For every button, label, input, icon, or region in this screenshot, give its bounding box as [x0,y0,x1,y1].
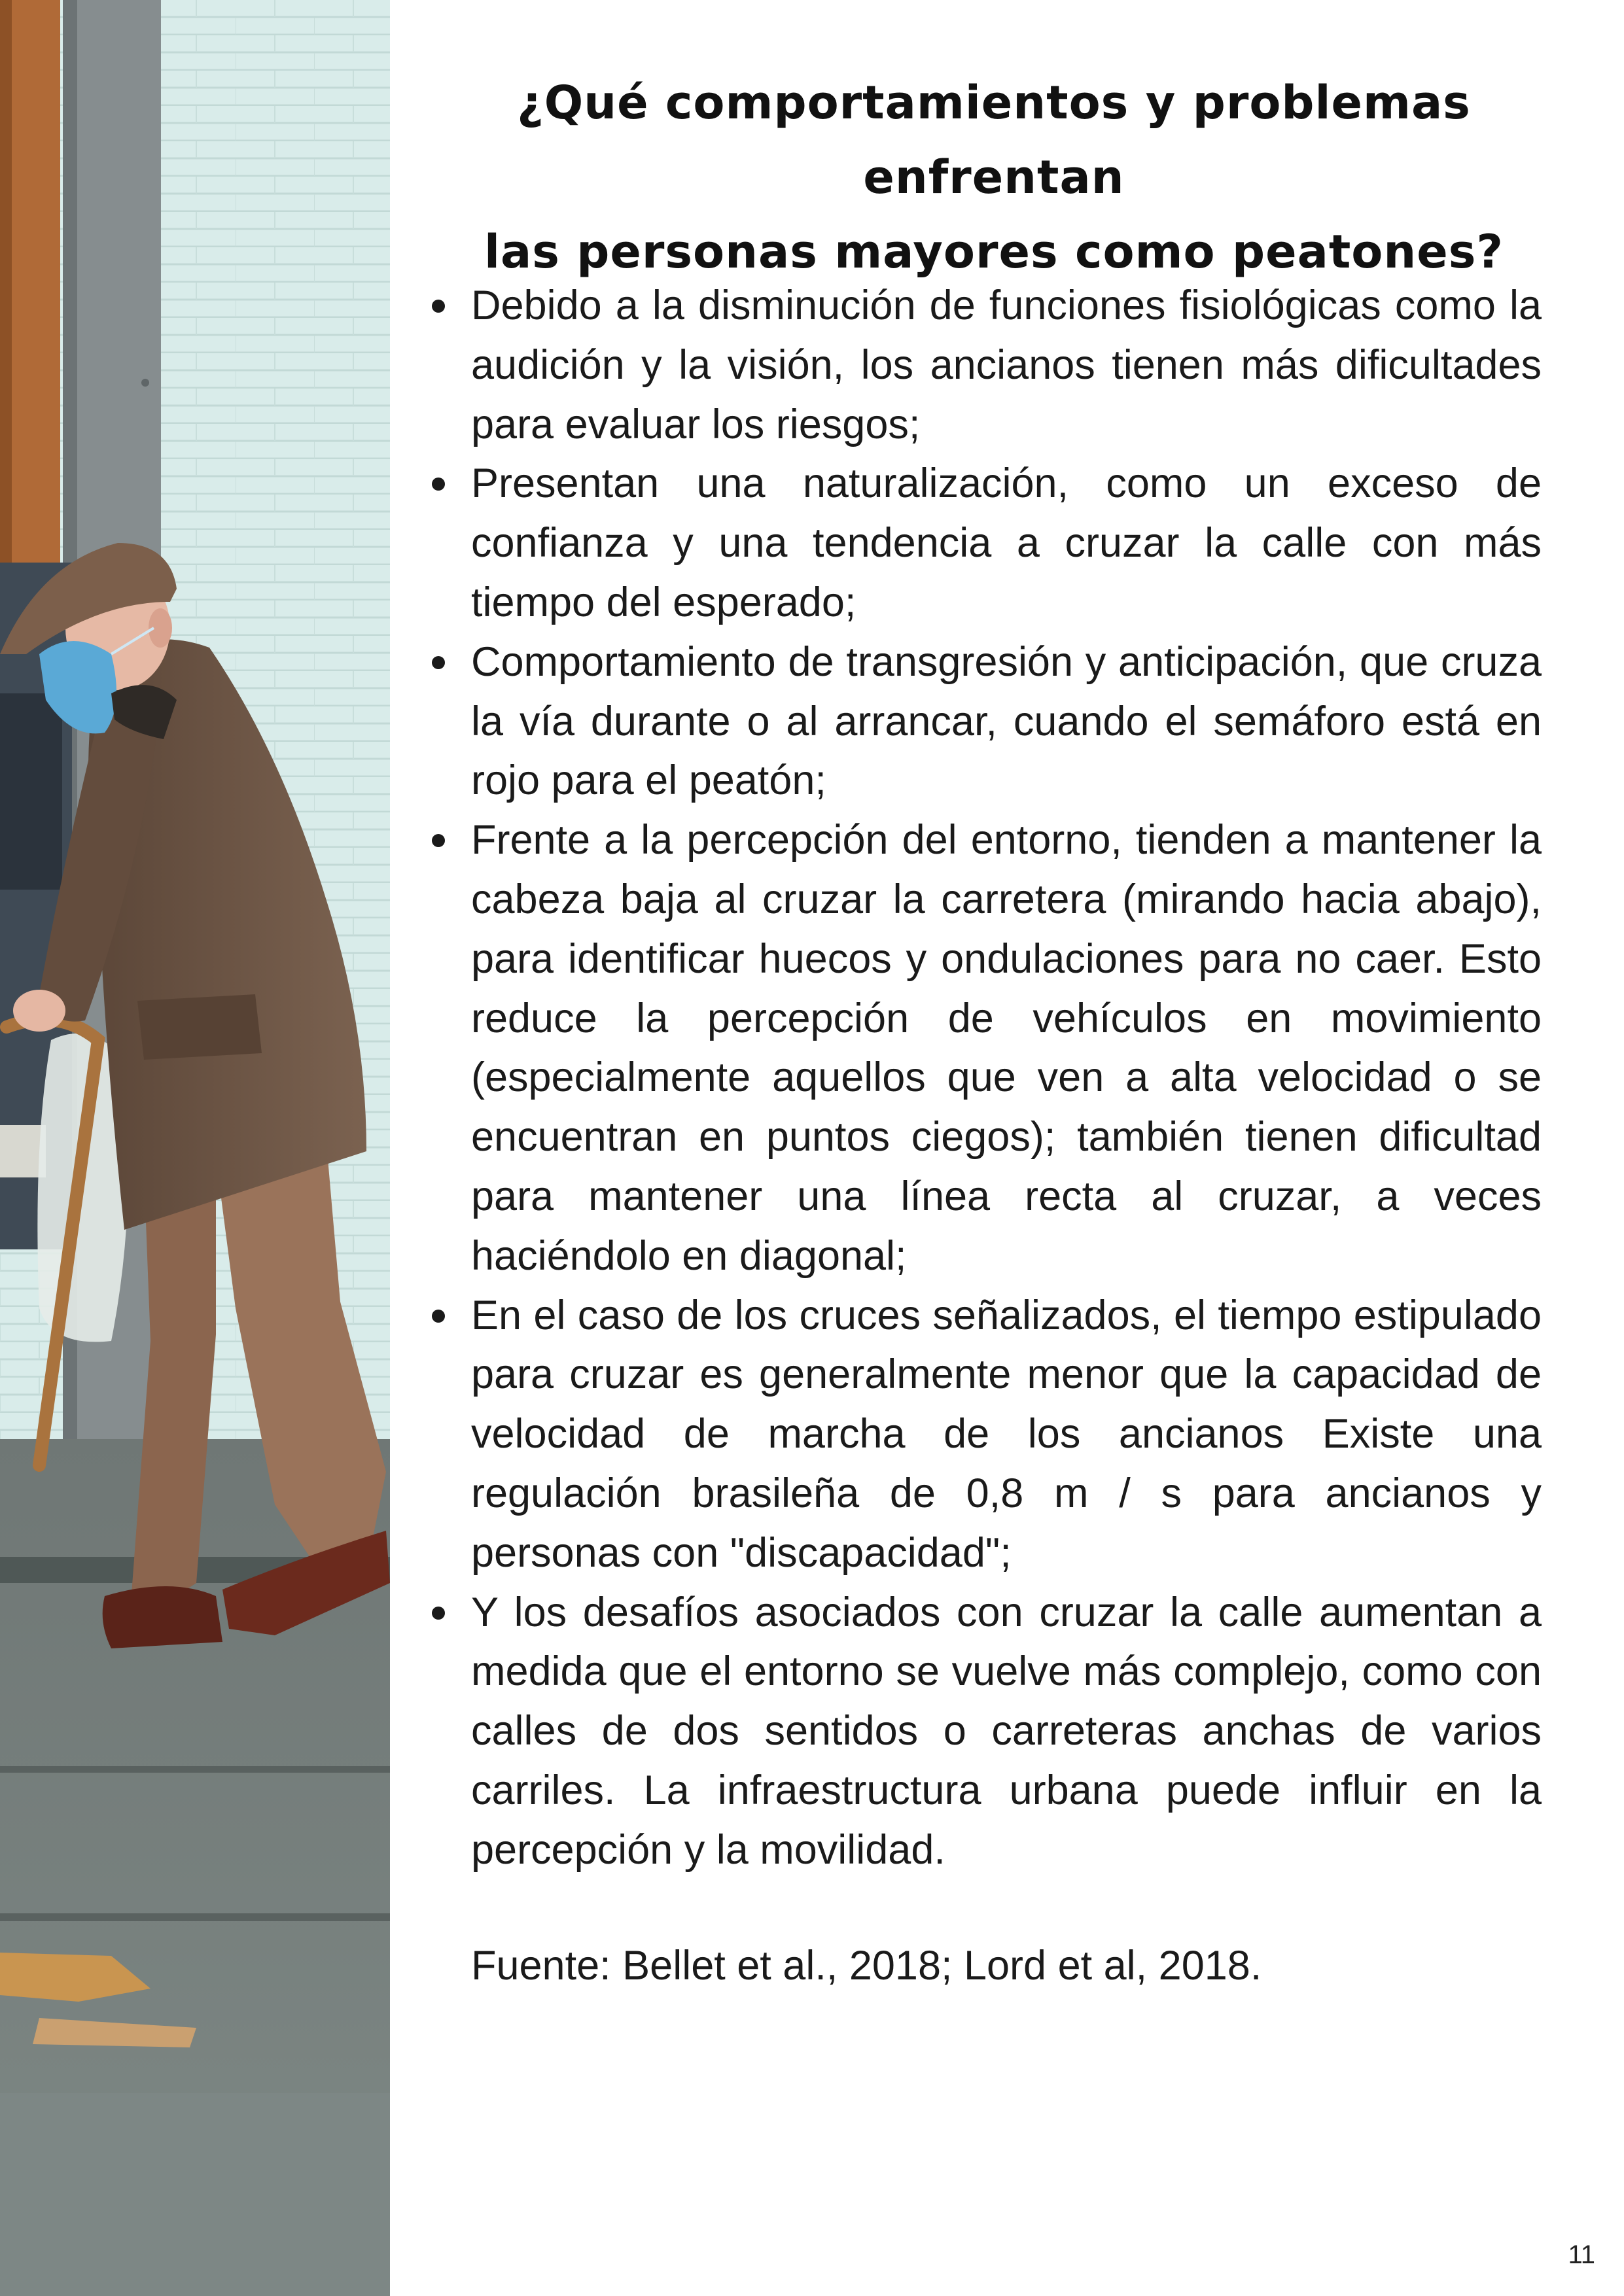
source-citation: Fuente: Bellet et al., 2018; Lord et al, 2018. [471,1943,1262,1989]
bullet-item [471,810,1542,1285]
bullet-text: Y los desafíos asociados con cruzar la calle aumentan a medida que el entorno se vuelve más complejo, como con calles de dos sentidos o carreteras anchas de varios carriles. La infraestructura urbana puede influir en la percepción y la movilidad. [471,1589,1542,1873]
text-column [390,0,1624,2296]
bullet-item [471,633,1542,810]
bullet-dot-icon [432,1607,445,1620]
page-number: 11 [1568,2240,1595,2269]
bullet-text: Debido a la disminución de funciones fisiológicas como la audición y la visión, los ancianos tienen más dificultades para evaluar los riesgos; [471,283,1542,447]
bullet-dot-icon [432,834,445,847]
bullet-text: Comportamiento de transgresión y anticipación, que cruza la vía durante o al arrancar, cuando el semáforo está en rojo para el peatón; [471,638,1542,804]
bullet-text: En el caso de los cruces señalizados, el tiempo estipulado para cruzar es generalmente menor que la capacidad de velocidad de marcha de los ancianos Existe una regulación brasileña de 0,8 m / s para ancianos y personas con "discapacidad"; [471,1292,1542,1576]
bullet-text: Presentan una naturalización, como un exceso de confianza y una tendencia a cruzar la calle con más tiempo del esperado; [471,461,1542,625]
bullet-item [471,1286,1542,1583]
bullet-dot-icon [432,300,445,313]
bullet-item [471,1583,1542,1880]
page-title [416,65,1572,289]
bullet-dot-icon [432,478,445,491]
bullet-dot-icon [432,1310,445,1323]
elderly-pedestrian-photo [0,0,390,2296]
bullet-item [471,454,1542,632]
bullet-item [471,276,1542,454]
title-line-2: las personas mayores como peatones? [484,225,1504,279]
bullet-list [471,276,1542,1880]
bullet-dot-icon [432,656,445,669]
bullet-text: Frente a la percepción del entorno, tienden a mantener la cabeza baja al cruzar la carretera (mirando hacia abajo), para identificar huecos y ondulaciones para no caer. Esto reduce la percepción de vehículos en movimiento (especialmente aquellos que ven a alta velocidad o se encuentran en puntos ciegos); también tienen dificultad para mantener una línea recta al cruzar, a veces haciéndolo en diagonal; [471,817,1542,1279]
title-line-1: ¿Qué comportamientos y problemas enfrentan [517,76,1471,204]
